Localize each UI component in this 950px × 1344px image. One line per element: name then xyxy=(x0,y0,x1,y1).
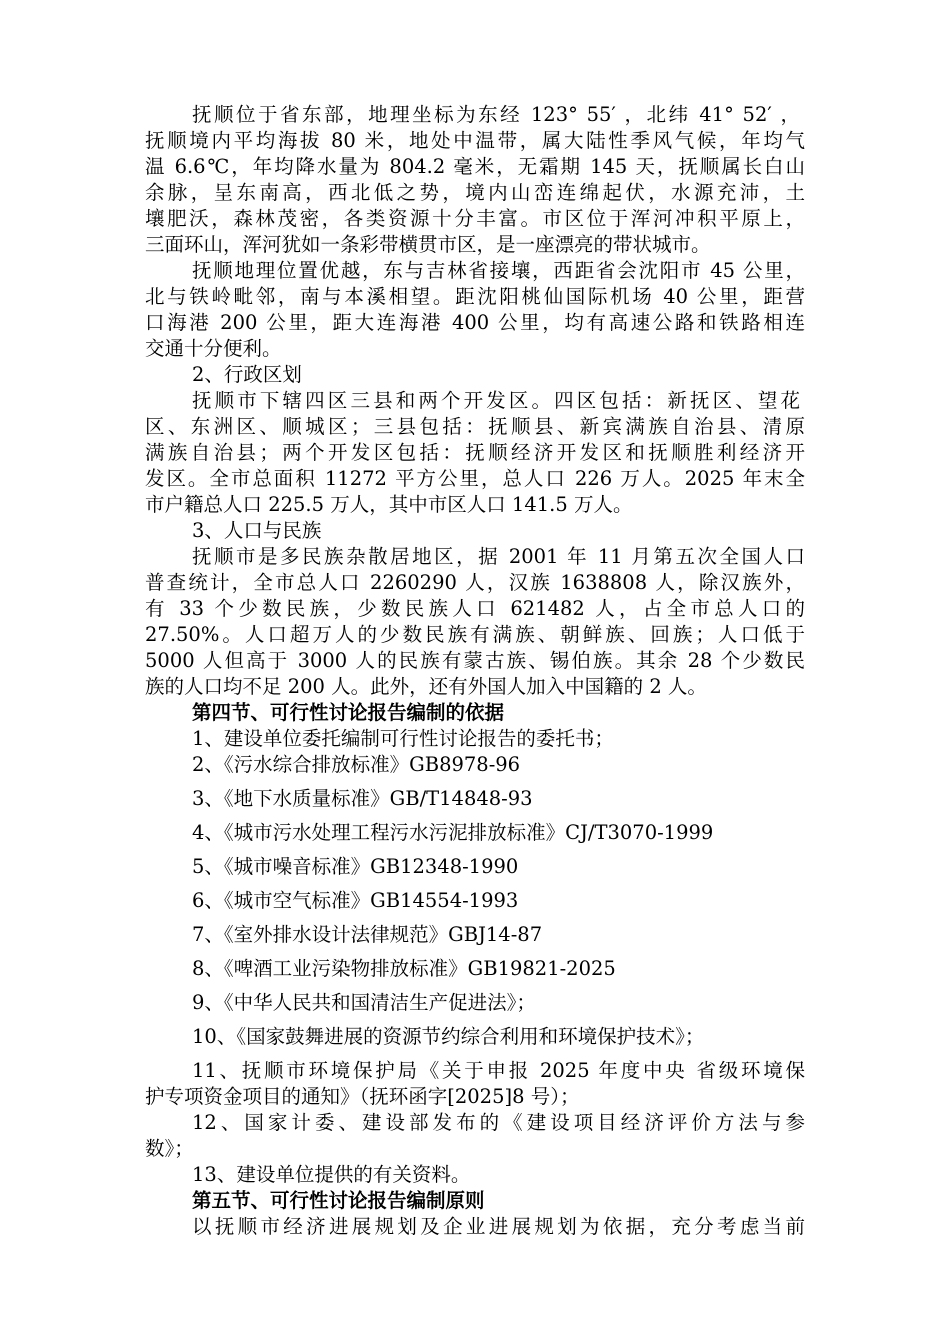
basis-item: 护专项资金项目的通知》（抚环函字[2025]8 号）； xyxy=(145,1085,580,1108)
paragraph-line: 区、东洲区、顺城区；三县包括：抚顺县、新宾满族自治县、清原 xyxy=(145,415,805,438)
section-heading-principles: 第五节、可行性讨论报告编制原则 xyxy=(192,1189,485,1212)
paragraph-line: 族的人口均不足 200 人。此外，还有外国人加入中国籍的 2 人。 xyxy=(145,675,707,698)
paragraph-line: 抚顺境内平均海拔 80 米，地处中温带，属大陆性季风气候，年均气 xyxy=(145,129,805,152)
paragraph-line: 交通十分便利。 xyxy=(145,337,282,360)
basis-item: 12、国家计委、建设部发布的《建设项目经济评价方法与参 xyxy=(192,1111,805,1134)
paragraph-line: 北与铁岭毗邻，南与本溪相望。距沈阳桃仙国际机场 40 公里，距营 xyxy=(145,285,805,308)
paragraph-line: 发区。全市总面积 11272 平方公里，总人口 226 万人。2025 年末全 xyxy=(145,467,805,490)
basis-item: 10、《国家鼓舞进展的资源节约综合利用和环境保护技术》； xyxy=(192,1025,705,1048)
basis-item: 9、《中华人民共和国清洁生产促进法》； xyxy=(192,991,536,1014)
basis-item: 数》； xyxy=(145,1137,194,1160)
basis-item: 7、《室外排水设计法律规范》GBJ14-87 xyxy=(192,923,543,946)
paragraph-line: 抚顺市下辖四区三县和两个开发区。四区包括：新抚区、望花 xyxy=(192,389,800,412)
basis-item: 8、《啤酒工业污染物排放标准》GB19821-2025 xyxy=(192,957,616,980)
basis-item: 2、《污水综合排放标准》GB8978-96 xyxy=(192,753,521,776)
basis-item: 11、抚顺市环境保护局《关于申报 2025 年度中央 省级环境保 xyxy=(192,1059,805,1082)
basis-item: 1、建设单位委托编制可行性讨论报告的委托书； xyxy=(192,727,614,750)
paragraph-line: 三面环山，浑河犹如一条彩带横贯市区，是一座漂亮的带状城市。 xyxy=(145,233,711,256)
paragraph-line: 有 33 个少数民族，少数民族人口 621482 人，占全市总人口的 xyxy=(145,597,805,620)
paragraph-line: 5000 人但高于 3000 人的民族有蒙古族、锡伯族。其余 28 个少数民 xyxy=(145,649,805,672)
paragraph-line: 27.50%。人口超万人的少数民族有满族、朝鲜族、回族；人口低于 xyxy=(145,623,805,646)
paragraph-line: 抚顺地理位置优越，东与吉林省接壤，西距省会沈阳市 45 公里， xyxy=(192,259,805,282)
paragraph-line: 抚顺位于省东部，地理坐标为东经 123° 55′ ，北纬 41° 52′ ， xyxy=(192,103,800,126)
paragraph-line: 温 6.6℃，年均降水量为 804.2 毫米，无霜期 145 天，抚顺属长白山 xyxy=(145,155,805,178)
section-heading-basis: 第四节、可行性讨论报告编制的依据 xyxy=(192,701,505,724)
basis-item: 4、《城市污水处理工程污水污泥排放标准》CJ/T3070-1999 xyxy=(192,821,714,844)
paragraph-line: 口海港 200 公里，距大连海港 400 公里，均有高速公路和铁路相连 xyxy=(145,311,805,334)
basis-item: 13、建设单位提供的有关资料。 xyxy=(192,1163,471,1186)
paragraph-line: 市户籍总人口 225.5 万人，其中市区人口 141.5 万人。 xyxy=(145,493,633,516)
subheading-administrative: 2、行政区划 xyxy=(192,363,302,386)
paragraph-line: 抚顺市是多民族杂散居地区，据 2001 年 11 月第五次全国人口 xyxy=(192,545,805,568)
basis-item: 5、《城市噪音标准》GB12348-1990 xyxy=(192,855,519,878)
paragraph-line: 壤肥沃，森林茂密，各类资源十分丰富。市区位于浑河冲积平原上， xyxy=(145,207,805,230)
basis-item: 6、《城市空气标准》GB14554-1993 xyxy=(192,889,519,912)
paragraph-line: 余脉，呈东南高，西北低之势，境内山峦连绵起伏，水源充沛，土 xyxy=(145,181,805,204)
basis-item: 3、《地下水质量标准》GB/T14848-93 xyxy=(192,787,533,810)
paragraph-line: 以抚顺市经济进展规划及企业进展规划为依据，充分考虑当前 xyxy=(192,1215,805,1238)
paragraph-line: 普查统计，全市总人口 2260290 人，汉族 1638808 人，除汉族外， xyxy=(145,571,805,594)
subheading-population: 3、人口与民族 xyxy=(192,519,322,542)
paragraph-line: 满族自治县；两个开发区包括：抚顺经济开发区和抚顺胜利经济开 xyxy=(145,441,805,464)
